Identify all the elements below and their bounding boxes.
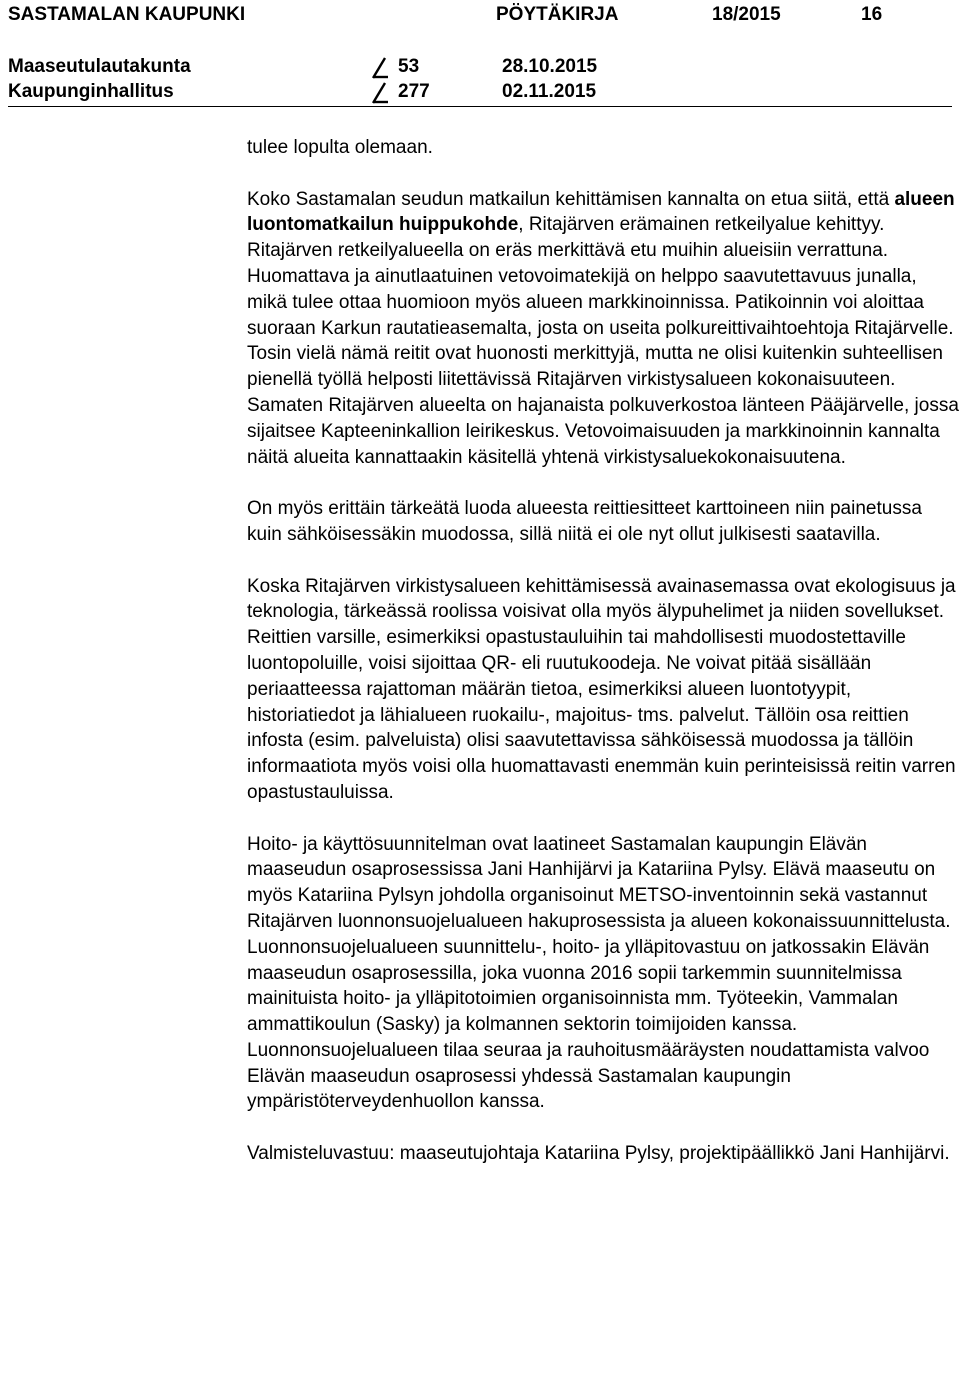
meeting-date: 02.11.2015 <box>502 81 597 102</box>
paragraph <box>247 1141 959 1167</box>
page-number: 16 <box>861 4 883 25</box>
text-run: Koko Sastamalan seudun matkailun kehittämisen kannalta on etua siitä, että <box>247 188 895 210</box>
text-run: , Ritajärven erämainen retkeilyalue kehittyy. Ritajärven retkeilyalueella on eräs merkittävä etu muihin alueisiin verrattuna. Huomattava ja ainutlaatuinen vetovoimatekijä on helppo saavutettavuus junalla, mikä tulee ottaa huomioon myös alueen markkinoinnissa. Patikoinnin voi aloittaa suoraan Karkun rautatieasemalta, josta on useita polkureittivaihtoehtoja Ritajärvelle. Tosin vielä nämä reitit ovat huonosti merkittyjä, mutta ne olisi kuitenkin suhteellisen pienellä työllä helposti liitettävissä Ritajärven virkistysalueen kokonaisuuteen. Samaten Ritajärven alueelta on hajanaista polkuverkostoa länteen Pääjärvelle, jossa sijaitsee Kapteeninkallion leirikeskus. Vetovoimaisuuden ja markkinoinnin kannalta näitä alueita kannattaakin käsitellä yhtenä virkistysaluekokonaisuutena. <box>247 214 959 468</box>
header-meeting-row-1 <box>8 55 952 79</box>
paragraph <box>247 135 959 161</box>
text-run: On myös erittäin tärkeätä luoda alueesta reittiesitteet karttoineen niin painetussa kuin sähköisessäkin muodossa, sillä niitä ei ole nyt ollut julkisesti saatavilla. <box>247 498 922 545</box>
paragraph <box>247 574 959 806</box>
document-number: 18/2015 <box>712 4 781 25</box>
header-meeting-row-2 <box>8 80 952 104</box>
meeting-body: Maaseutulautakunta <box>8 56 191 77</box>
section-sign-icon <box>372 55 390 79</box>
header-divider <box>8 106 952 107</box>
paragraph <box>247 496 959 548</box>
document-type: PÖYTÄKIRJA <box>496 4 619 25</box>
meeting-date: 28.10.2015 <box>502 56 598 77</box>
paragraph <box>247 187 959 471</box>
paragraph <box>247 832 959 1116</box>
section-number: 277 <box>398 81 430 102</box>
text-run: tulee lopulta olemaan. <box>247 137 433 158</box>
section-number: 53 <box>398 56 420 77</box>
text-run: Koska Ritajärven virkistysalueen kehittämisessä avainasemassa ovat ekologisuus ja teknologia, tärkeässä roolissa voisivat olla myös älypuhelimet ja niiden sovellukset. Reittien varsille, esimerkiksi opastustauluihin tai mahdollisesti muodostettaville luontopoluille, voisi sijoittaa QR- eli ruutukoodeja. Ne voivat pitää sisällään periaatteessa rajattoman määrän tietoa, esimerkiksi alueen luontotyypit, historiatiedot ja lähialueen ruokailu-, majoitus- tms. palvelut. Tällöin osa reittien infosta (esim. palveluista) olisi saavutettavissa sähköisessä muodossa ja tällöin informaatiota myös voisi olla huomattavasti enemmän kuin perinteisissä reitin varren opastustauluissa. <box>247 575 956 803</box>
header-top-row <box>8 3 952 27</box>
bold-text-run: alueen luontomatkailun huippukohde <box>247 188 955 236</box>
organization-name: SASTAMALAN KAUPUNKI <box>8 4 246 25</box>
text-run: Valmisteluvastuu: maaseutujohtaja Katariina Pylsy, projektipäällikkö Jani Hanhijärvi. <box>247 1143 950 1165</box>
section-sign-icon <box>372 80 390 104</box>
document-body <box>247 135 959 1167</box>
meeting-body: Kaupunginhallitus <box>8 81 174 102</box>
text-run: Hoito- ja käyttösuunnitelman ovat laatineet Sastamalan kaupungin Elävän maaseudun osaprosessissa Jani Hanhijärvi ja Katariina Pylsy. Elävä maaseutu on myös Katariina Pylsyn johdolla organisoinut METSO-inventoinnin sekä vastannut Ritajärven luonnonsuojelualueen hakuprosessista ja alueen kokonaissuunnittelusta. Luonnonsuojelualueen suunnittelu-, hoito- ja ylläpitovastuu on jatkossakin Elävän maaseudun osaprosessilla, joka vuonna 2016 sopii tarkemmin suunnitelmissa mainituista hoito- ja ylläpitotoimien organisoinnista mm. Työteekin, Vammalan ammattikoulun (Sasky) ja kolmannen sektorin toimijoiden kanssa. Luonnonsuojelualueen tilaa seuraa ja rauhoitusmääräysten noudattamista valvoo Elävän maaseudun osaprosessi yhdessä Sastamalan kaupungin ympäristöterveydenhuollon kanssa. <box>247 833 951 1113</box>
